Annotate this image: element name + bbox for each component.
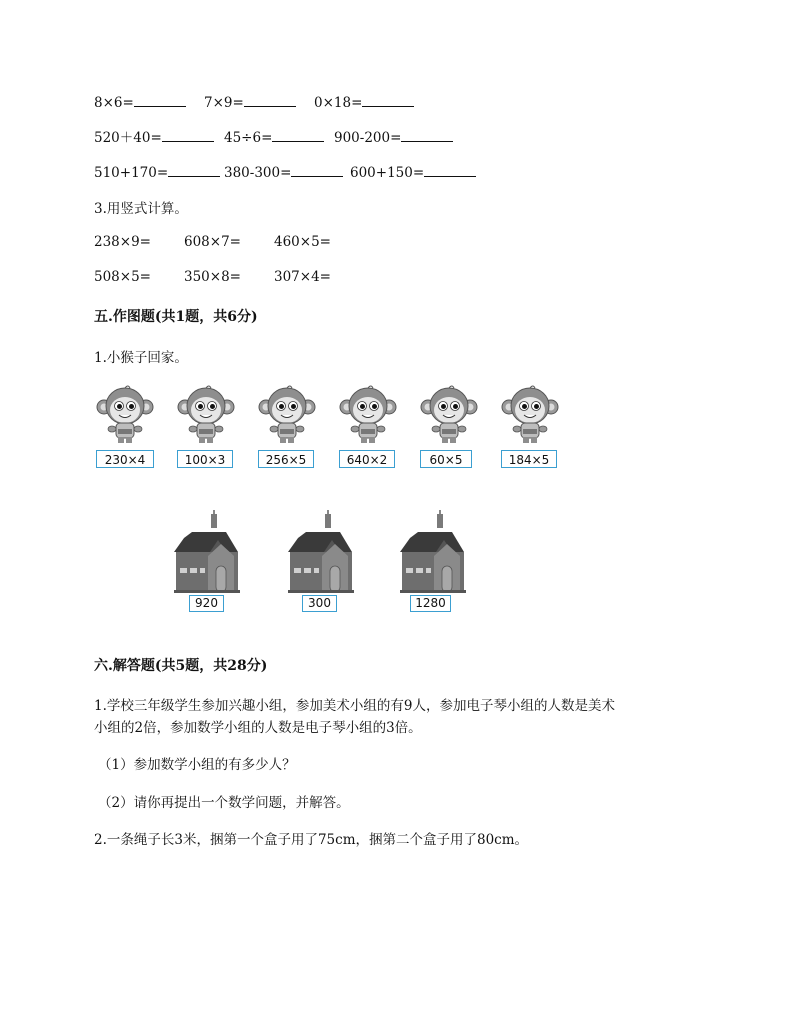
house-number-label: 1280 (410, 595, 451, 612)
oral-question: 7×9= (204, 95, 244, 111)
section-3-title: 3.用竖式计算。 (94, 201, 188, 217)
house-icon (284, 510, 356, 598)
question-5-1: 1.小猴子回家。 (94, 350, 188, 366)
oral-item (94, 129, 224, 147)
vertical-question: 608×7= (184, 234, 241, 250)
oral-question: 510+170= (94, 165, 169, 181)
monkey-icon (94, 385, 156, 449)
answer-blank[interactable] (134, 94, 186, 107)
vertical-question: 238×9= (94, 234, 151, 250)
answer-blank[interactable] (401, 129, 453, 142)
monkey-expression-label: 100×3 (177, 450, 233, 468)
house-number-label: 920 (189, 595, 224, 612)
oral-item (94, 164, 224, 182)
oral-row (94, 164, 480, 182)
monkey-icon (337, 385, 399, 449)
answer-blank[interactable] (168, 164, 220, 177)
monkey-expression-label: 184×5 (501, 450, 557, 468)
monkey-expression-label: 60×5 (420, 450, 472, 468)
oral-question: 8×6= (94, 95, 134, 111)
oral-item (204, 94, 314, 112)
monkey-expression-label: 230×4 (96, 450, 154, 468)
oral-row (94, 129, 464, 147)
question-6-1-part-2: （2）请你再提出一个数学问题，并解答。 (98, 795, 350, 811)
question-6-1-line-2: 小组的2倍，参加数学小组的人数是电子琴小组的3倍。 (94, 720, 422, 736)
vertical-question: 508×5= (94, 269, 151, 285)
question-6-2: 2.一条绳子长3米，捆第一个盒子用了75cm，捆第二个盒子用了80cm。 (94, 832, 529, 848)
vertical-question: 460×5= (274, 234, 331, 250)
answer-blank[interactable] (362, 94, 414, 107)
answer-blank[interactable] (244, 94, 296, 107)
vertical-question: 350×8= (184, 269, 241, 285)
answer-blank[interactable] (162, 129, 214, 142)
answer-blank[interactable] (272, 129, 324, 142)
oral-question: 520＋40= (94, 130, 162, 146)
oral-question: 900-200= (334, 130, 402, 146)
monkey-icon (175, 385, 237, 449)
oral-question: 600+150= (350, 165, 425, 181)
section-5-heading: 五.作图题(共1题，共6分) (94, 309, 258, 325)
answer-blank[interactable] (291, 164, 343, 177)
question-6-1-line-1: 1.学校三年级学生参加兴趣小组，参加美术小组的有9人，参加电子琴小组的人数是美术 (94, 698, 615, 714)
oral-question: 45÷6= (224, 130, 273, 146)
vertical-row (94, 268, 364, 286)
vertical-row (94, 233, 364, 251)
oral-question: 380-300= (224, 165, 292, 181)
monkey-icon (499, 385, 561, 449)
monkey-expression-label: 640×2 (339, 450, 395, 468)
monkey-icon (256, 385, 318, 449)
house-number-label: 300 (302, 595, 337, 612)
vertical-question: 307×4= (274, 269, 331, 285)
question-6-1-part-1: （1）参加数学小组的有多少人？ (98, 757, 296, 773)
oral-question: 0×18= (314, 95, 363, 111)
house-icon (170, 510, 242, 598)
section-6-heading: 六.解答题(共5题，共28分) (94, 658, 268, 674)
oral-item (334, 129, 464, 147)
monkey-icon (418, 385, 480, 449)
answer-blank[interactable] (424, 164, 476, 177)
monkey-expression-label: 256×5 (258, 450, 314, 468)
oral-item (94, 94, 204, 112)
oral-item (350, 164, 480, 182)
oral-item (314, 94, 424, 112)
oral-row (94, 94, 424, 112)
oral-item (224, 164, 350, 182)
house-icon (396, 510, 468, 598)
oral-item (224, 129, 334, 147)
